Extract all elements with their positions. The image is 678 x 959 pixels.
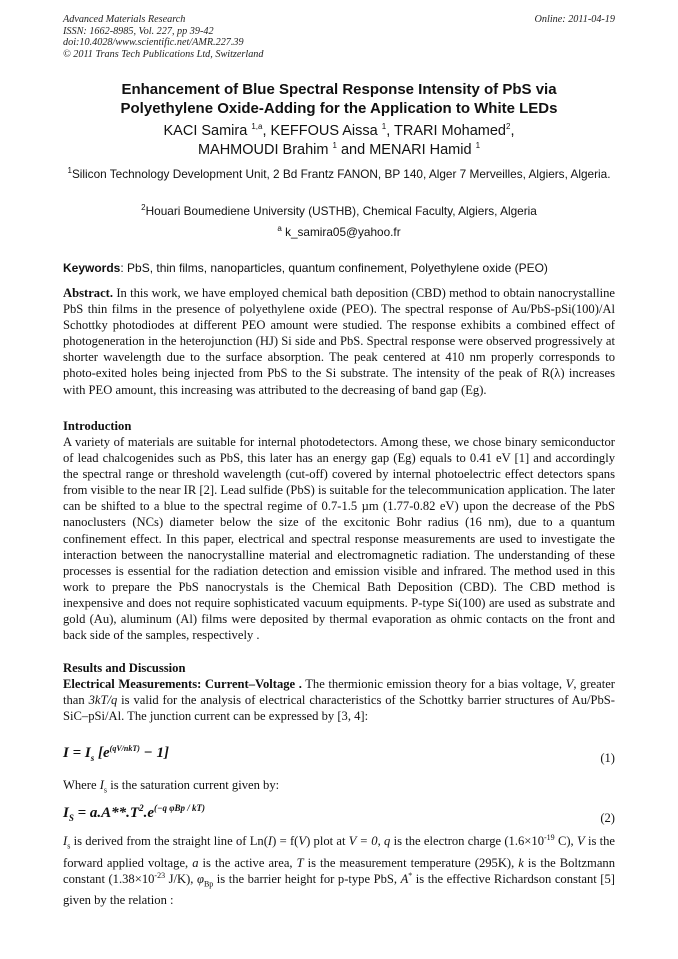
doi: doi:10.4028/www.scientific.net/AMR.227.39 <box>63 37 244 48</box>
eq-term: I <box>63 805 69 821</box>
email-mark: a <box>277 224 282 234</box>
math-var: I <box>63 834 68 848</box>
eq-exp: (−q φBp / kT) <box>154 803 205 813</box>
subsection-heading: Electrical Measurements: Current–Voltage . <box>63 677 302 691</box>
eq-term: − 1] <box>139 745 169 761</box>
text: C), <box>554 834 577 848</box>
introduction-paragraph: A variety of materials are suitable for internal photodetectors. Among these, we chose binary semiconductor of lead chalcogenides such as PbS, this later has an energy gap (Eg) equals to 0.41 eV [1] and accordingly the spectral range or threshold wavelength (cut-off) covered by internal photoelectric effect detectors spans from visible to the near IR [2]. Lead sulfide (PbS) is suitable for the telecommunication application. The later can be shifted to a blue to the spectral regime of 0.7-1.5 µm (1.77-0.82 eV) upon the decrease of the PbS nanoclusters (NCs) diameter below the size of the excitonic Bohr radius (16 nm), due to a quantum confinement effect. In this paper, electrical and spectral response measurements are used to investigate the interaction between the nanocrystalline material and electromagnetic radiation. The understanding of these processes is essential for the radiation detection and emission visible and infrared. The method used in this work to prepare the PbS nanocrystals is the Chemical Bath Deposition (CBD). The CBD method is inexpensive and does not require sophisticated vacuum equipments. P-type Si(100) are used as substrate and gold (Au), aluminum (Al) films were deposited by thermal evaporation as ohmic contacts on the front and back side of the samples, respectively . <box>63 435 615 643</box>
eq-sub: S <box>68 813 74 823</box>
author-affiliation-mark: 1 <box>381 122 387 132</box>
math-var: k <box>518 855 524 870</box>
affiliation-text: Silicon Technology Development Unit, 2 Bd Frantz FANON, BP 140, Alger 7 Merveilles, Algiers, Algeria. <box>71 167 611 181</box>
math-var: I <box>99 778 104 792</box>
math-sub: Bp <box>203 879 214 889</box>
equation-1-number: (1) <box>600 751 615 765</box>
text: is the measurement temperature (295K), <box>303 855 519 870</box>
affiliation-mark: 2 <box>141 203 146 213</box>
results-text: is valid for the analysis of electrical characteristics of the Schottky barrier structures of Au/PbS-SiC–pSi/Al. The junction current can be expressed by [3, 4]: <box>63 693 615 724</box>
eq-exp: (qV/nkT) <box>109 744 140 753</box>
affiliation-2 <box>63 203 615 219</box>
author-name: KACI Samira <box>163 123 248 139</box>
text: is the electron charge (1.6×10 <box>390 834 544 848</box>
author-conjunction: and <box>340 142 366 158</box>
issn: ISSN: 1662-8985, Vol. 227, pp 39-42 <box>63 25 214 37</box>
text: J/K), <box>165 871 197 886</box>
text: , <box>377 834 385 848</box>
math-var: φ <box>196 871 204 886</box>
exponent: -19 <box>544 832 555 842</box>
keywords-label: Keywords <box>63 261 121 275</box>
equation-1 <box>63 745 615 771</box>
math-sub: s <box>103 785 108 795</box>
title-line-2: Polyethylene Oxide-Adding for the Application to White LEDs <box>120 100 558 117</box>
author-affiliation-mark: 2 <box>506 122 511 132</box>
math-var: a <box>192 855 199 870</box>
section-heading-introduction: Introduction <box>63 419 132 433</box>
equation-2-formula <box>63 805 205 823</box>
eq-term: I = I <box>63 745 91 761</box>
journal-name: Advanced Materials Research <box>63 14 186 25</box>
math-var: V <box>298 834 307 848</box>
math-var: q <box>384 834 391 848</box>
affiliation-mark: 1 <box>67 166 72 176</box>
eq-term: [e <box>98 745 110 761</box>
affiliation-1 <box>63 166 615 182</box>
abstract-text: In this work, we have employed chemical bath deposition (CBD) method to obtain nanocrystalline PbS thin films in the presence of polyethylene oxide (PEO). The spectral response of Au/PbS-pSi(100)/Al Schottky photodiodes at different PEO amount were studied. The response exhibits a combined effect of photogeneration in the heterojunction (HJ) Si side and PbS. Spectral response were observed progressively at shorter wavelength due to the surface absorption. The peak centered at 410 nm properly corresponds to photo-exited holes being injected from PbS to the Si substrate. The intensity of the peak of R(λ) increases with PEO amount, this increasing was attributed to the decreasing of band gap (Eg). <box>63 286 615 397</box>
online-date: Online: 2011-04-19 <box>534 14 615 25</box>
math-var: I <box>267 834 273 848</box>
eq-term: = a.A**.T <box>73 805 140 821</box>
final-paragraph <box>63 833 615 908</box>
journal-header <box>63 14 263 60</box>
exponent: * <box>408 870 413 880</box>
text: is the Boltzmann constant (1.38×10 <box>63 855 615 886</box>
math-var: 3kT/q <box>88 693 118 708</box>
affiliation-text: Houari Boumediene University (USTHB), Chemical Faculty, Algiers, Algeria <box>145 204 537 218</box>
equation-2-number: (2) <box>600 811 615 825</box>
eq-exp: 2 <box>139 803 144 813</box>
author-affiliation-mark: 1 <box>475 141 481 151</box>
email-address: k_samira05@yahoo.fr <box>285 225 401 239</box>
results-text: , greater than <box>63 677 615 708</box>
text: is the barrier height for p-type PbS, <box>213 871 401 886</box>
results-text: The thermionic emission theory for a bias voltage, <box>301 677 566 691</box>
author-name: KEFFOUS Aissa <box>270 123 378 139</box>
math-sub: s <box>67 841 71 851</box>
eq-sub: s <box>90 753 95 763</box>
math-var: T <box>296 855 304 870</box>
author-affiliation-mark: 1 <box>332 141 337 151</box>
math-var: V = 0 <box>348 834 378 848</box>
author-list: KACI Samira $^{1,a}$, KEFFOUS Aissa $^1$, TRARI Mohamed$^2$, MAHMOUDI Brahim $^1$ and MENARI Hamid $^1$ <box>163 122 515 158</box>
keywords <box>63 260 615 276</box>
text: is the saturation current given by: <box>107 778 280 792</box>
exponent: -23 <box>154 870 166 880</box>
copyright: © 2011 Trans Tech Publications Ltd, Switzerland <box>63 48 264 60</box>
text: ) plot at <box>306 834 349 848</box>
equation-1-formula <box>63 745 169 763</box>
text: Where <box>63 778 100 792</box>
author-affiliation-mark: 1,a <box>251 122 263 132</box>
eq-term: .e <box>143 805 154 821</box>
math-var: V <box>576 834 585 848</box>
keywords-text: : PbS, thin films, nanoparticles, quantum confinement, Polyethylene oxide (PEO) <box>120 261 548 275</box>
math-var: V <box>565 677 574 691</box>
abstract-label: Abstract. <box>63 286 114 300</box>
results-paragraph <box>63 676 615 724</box>
author-name: MAHMOUDI Brahim <box>197 142 329 158</box>
title-line-1: Enhancement of Blue Spectral Response Intensity of PbS via <box>121 81 557 98</box>
equation-2 <box>63 805 615 831</box>
where-line <box>63 777 615 799</box>
text: is the active area, <box>198 855 297 870</box>
text: is derived from the straight line of Ln( <box>70 834 268 848</box>
text: is the effective Richardson constant [5] given by the relation : <box>63 871 615 908</box>
author-name: TRARI Mohamed <box>393 123 506 139</box>
author-name: MENARI Hamid <box>369 142 472 158</box>
email-line <box>63 224 615 240</box>
math-var: A <box>400 871 409 886</box>
abstract <box>63 285 615 398</box>
text: is the forward applied voltage, <box>63 834 616 870</box>
text: ) = f( <box>272 834 299 848</box>
section-heading-results: Results and Discussion <box>63 661 186 675</box>
paper-title <box>63 80 615 118</box>
